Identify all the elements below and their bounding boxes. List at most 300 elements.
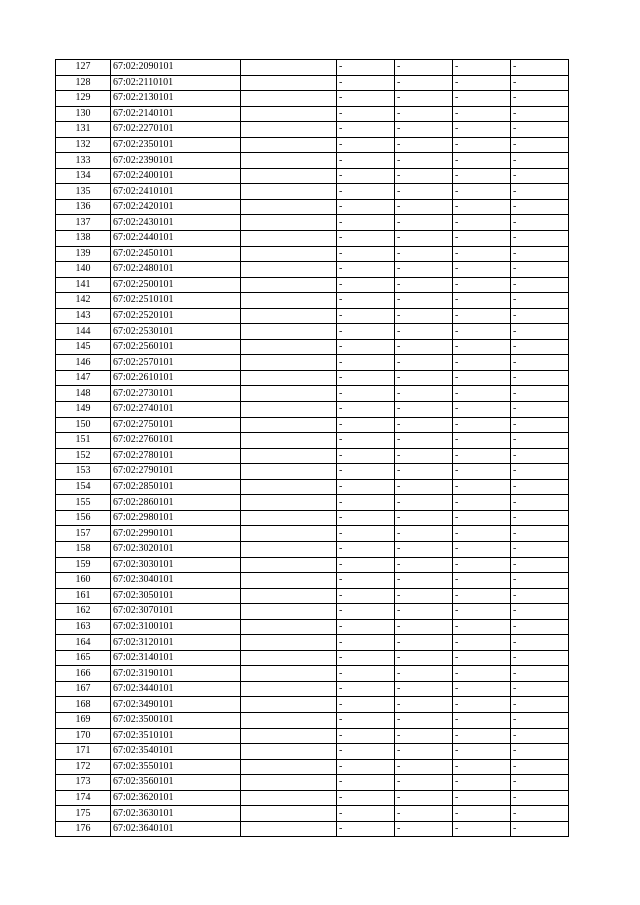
dash-cell: - (337, 650, 395, 666)
row-number-cell: 127 (56, 60, 111, 76)
dash-cell: - (453, 262, 511, 278)
dash-cell: - (337, 635, 395, 651)
empty-cell (241, 199, 337, 215)
row-number-cell: 175 (56, 806, 111, 822)
dash-cell: - (453, 495, 511, 511)
dash-cell: - (395, 510, 453, 526)
table-row (56, 479, 569, 495)
dash-cell: - (337, 790, 395, 806)
table-row (56, 619, 569, 635)
dash-cell: - (453, 184, 511, 200)
dash-cell: - (511, 495, 569, 511)
dash-cell: - (511, 433, 569, 449)
dash-cell: - (395, 541, 453, 557)
cadastral-code-cell: 67:02:3030101 (111, 557, 241, 573)
dash-cell: - (453, 308, 511, 324)
table-row (56, 60, 569, 76)
dash-cell: - (395, 402, 453, 418)
table-row (56, 417, 569, 433)
dash-cell: - (395, 277, 453, 293)
dash-cell: - (395, 573, 453, 589)
dash-cell: - (337, 75, 395, 91)
dash-cell: - (395, 619, 453, 635)
table-row (56, 293, 569, 309)
dash-cell: - (453, 246, 511, 262)
row-number-cell: 166 (56, 666, 111, 682)
empty-cell (241, 308, 337, 324)
dash-cell: - (511, 122, 569, 138)
dash-cell: - (511, 728, 569, 744)
empty-cell (241, 479, 337, 495)
row-number-cell: 132 (56, 137, 111, 153)
dash-cell: - (453, 510, 511, 526)
dash-cell: - (337, 402, 395, 418)
dash-cell: - (337, 262, 395, 278)
dash-cell: - (453, 60, 511, 76)
table-row (56, 215, 569, 231)
dash-cell: - (511, 541, 569, 557)
dash-cell: - (453, 168, 511, 184)
dash-cell: - (337, 339, 395, 355)
empty-cell (241, 744, 337, 760)
empty-cell (241, 339, 337, 355)
dash-cell: - (395, 355, 453, 371)
dash-cell: - (511, 526, 569, 542)
table-row (56, 495, 569, 511)
dash-cell: - (337, 604, 395, 620)
cadastral-code-cell: 67:02:3500101 (111, 712, 241, 728)
cadastral-code-cell: 67:02:2450101 (111, 246, 241, 262)
row-number-cell: 133 (56, 153, 111, 169)
row-number-cell: 156 (56, 510, 111, 526)
cadastral-code-cell: 67:02:2860101 (111, 495, 241, 511)
empty-cell (241, 417, 337, 433)
table-row (56, 681, 569, 697)
row-number-cell: 144 (56, 324, 111, 340)
table-row (56, 75, 569, 91)
row-number-cell: 143 (56, 308, 111, 324)
row-number-cell: 138 (56, 231, 111, 247)
row-number-cell: 136 (56, 199, 111, 215)
cadastral-code-cell: 67:02:2430101 (111, 215, 241, 231)
table-row (56, 806, 569, 822)
cadastral-code-cell: 67:02:2730101 (111, 386, 241, 402)
cadastral-code-cell: 67:02:3630101 (111, 806, 241, 822)
cadastral-code-cell: 67:02:2130101 (111, 91, 241, 107)
dash-cell: - (511, 246, 569, 262)
dash-cell: - (395, 153, 453, 169)
dash-cell: - (511, 277, 569, 293)
empty-cell (241, 759, 337, 775)
empty-cell (241, 448, 337, 464)
dash-cell: - (395, 231, 453, 247)
empty-cell (241, 526, 337, 542)
dash-cell: - (511, 168, 569, 184)
dash-cell: - (337, 479, 395, 495)
table-row (56, 262, 569, 278)
table-row (56, 697, 569, 713)
table-row (56, 588, 569, 604)
dash-cell: - (337, 806, 395, 822)
dash-cell: - (395, 526, 453, 542)
row-number-cell: 168 (56, 697, 111, 713)
empty-cell (241, 106, 337, 122)
dash-cell: - (395, 215, 453, 231)
empty-cell (241, 604, 337, 620)
dash-cell: - (453, 402, 511, 418)
row-number-cell: 139 (56, 246, 111, 262)
row-number-cell: 165 (56, 650, 111, 666)
dash-cell: - (337, 775, 395, 791)
dash-cell: - (395, 91, 453, 107)
dash-cell: - (395, 75, 453, 91)
empty-cell (241, 122, 337, 138)
dash-cell: - (511, 604, 569, 620)
dash-cell: - (453, 339, 511, 355)
dash-cell: - (337, 526, 395, 542)
cadastral-code-cell: 67:02:2760101 (111, 433, 241, 449)
dash-cell: - (511, 386, 569, 402)
dash-cell: - (337, 433, 395, 449)
dash-cell: - (395, 604, 453, 620)
dash-cell: - (511, 417, 569, 433)
dash-cell: - (395, 184, 453, 200)
row-number-cell: 174 (56, 790, 111, 806)
table-row (56, 402, 569, 418)
dash-cell: - (395, 666, 453, 682)
empty-cell (241, 231, 337, 247)
dash-cell: - (453, 464, 511, 480)
table-row (56, 650, 569, 666)
cadastral-code-cell: 67:02:2850101 (111, 479, 241, 495)
table-body (56, 60, 569, 837)
table-row (56, 744, 569, 760)
dash-cell: - (395, 308, 453, 324)
row-number-cell: 163 (56, 619, 111, 635)
row-number-cell: 131 (56, 122, 111, 138)
table-row (56, 635, 569, 651)
dash-cell: - (337, 215, 395, 231)
dash-cell: - (511, 355, 569, 371)
dash-cell: - (337, 744, 395, 760)
dash-cell: - (337, 619, 395, 635)
cadastral-code-cell: 67:02:3560101 (111, 775, 241, 791)
cadastral-code-cell: 67:02:3040101 (111, 573, 241, 589)
table-row (56, 666, 569, 682)
empty-cell (241, 215, 337, 231)
dash-cell: - (453, 588, 511, 604)
row-number-cell: 141 (56, 277, 111, 293)
table-row (56, 324, 569, 340)
cadastral-code-cell: 67:02:3020101 (111, 541, 241, 557)
dash-cell: - (453, 650, 511, 666)
table-row (56, 728, 569, 744)
cadastral-code-cell: 67:02:3440101 (111, 681, 241, 697)
cadastral-code-cell: 67:02:2420101 (111, 199, 241, 215)
dash-cell: - (511, 635, 569, 651)
dash-cell: - (453, 479, 511, 495)
dash-cell: - (337, 91, 395, 107)
row-number-cell: 158 (56, 541, 111, 557)
row-number-cell: 137 (56, 215, 111, 231)
dash-cell: - (511, 759, 569, 775)
empty-cell (241, 650, 337, 666)
table-row (56, 122, 569, 138)
dash-cell: - (337, 370, 395, 386)
table-row (56, 137, 569, 153)
cadastral-code-cell: 67:02:2530101 (111, 324, 241, 340)
dash-cell: - (395, 262, 453, 278)
dash-cell: - (511, 448, 569, 464)
row-number-cell: 149 (56, 402, 111, 418)
dash-cell: - (453, 697, 511, 713)
dash-cell: - (453, 106, 511, 122)
empty-cell (241, 681, 337, 697)
dash-cell: - (337, 106, 395, 122)
empty-cell (241, 355, 337, 371)
dash-cell: - (453, 821, 511, 837)
empty-cell (241, 588, 337, 604)
dash-cell: - (395, 588, 453, 604)
empty-cell (241, 293, 337, 309)
cadastral-code-cell: 67:02:3050101 (111, 588, 241, 604)
cadastral-code-cell: 67:02:2090101 (111, 60, 241, 76)
row-number-cell: 171 (56, 744, 111, 760)
cadastral-code-cell: 67:02:2110101 (111, 75, 241, 91)
cadastral-code-cell: 67:02:2270101 (111, 122, 241, 138)
dash-cell: - (511, 339, 569, 355)
dash-cell: - (395, 199, 453, 215)
dash-cell: - (337, 728, 395, 744)
row-number-cell: 148 (56, 386, 111, 402)
cadastral-code-cell: 67:02:2440101 (111, 231, 241, 247)
row-number-cell: 128 (56, 75, 111, 91)
dash-cell: - (395, 448, 453, 464)
dash-cell: - (395, 744, 453, 760)
dash-cell: - (511, 697, 569, 713)
table-row (56, 433, 569, 449)
table-row (56, 184, 569, 200)
dash-cell: - (453, 806, 511, 822)
dash-cell: - (453, 775, 511, 791)
dash-cell: - (395, 168, 453, 184)
cadastral-code-cell: 67:02:3490101 (111, 697, 241, 713)
cadastral-code-cell: 67:02:2140101 (111, 106, 241, 122)
dash-cell: - (395, 137, 453, 153)
table-row (56, 712, 569, 728)
dash-cell: - (453, 137, 511, 153)
dash-cell: - (511, 324, 569, 340)
cadastral-code-cell: 67:02:2980101 (111, 510, 241, 526)
dash-cell: - (453, 744, 511, 760)
dash-cell: - (453, 666, 511, 682)
cadastral-code-cell: 67:02:3510101 (111, 728, 241, 744)
dash-cell: - (453, 526, 511, 542)
dash-cell: - (511, 215, 569, 231)
dash-cell: - (337, 168, 395, 184)
cadastral-code-cell: 67:02:2500101 (111, 277, 241, 293)
dash-cell: - (511, 60, 569, 76)
empty-cell (241, 666, 337, 682)
dash-cell: - (511, 308, 569, 324)
dash-cell: - (395, 386, 453, 402)
dash-cell: - (453, 324, 511, 340)
row-number-cell: 154 (56, 479, 111, 495)
cadastral-code-cell: 67:02:2350101 (111, 137, 241, 153)
dash-cell: - (453, 604, 511, 620)
dash-cell: - (453, 277, 511, 293)
dash-cell: - (395, 557, 453, 573)
dash-cell: - (337, 821, 395, 837)
table-row (56, 231, 569, 247)
dash-cell: - (395, 293, 453, 309)
dash-cell: - (453, 153, 511, 169)
cadastral-code-cell: 67:02:3190101 (111, 666, 241, 682)
dash-cell: - (511, 199, 569, 215)
dash-cell: - (511, 712, 569, 728)
dash-cell: - (511, 106, 569, 122)
cadastral-code-cell: 67:02:3540101 (111, 744, 241, 760)
row-number-cell: 162 (56, 604, 111, 620)
row-number-cell: 167 (56, 681, 111, 697)
empty-cell (241, 277, 337, 293)
row-number-cell: 135 (56, 184, 111, 200)
dash-cell: - (395, 650, 453, 666)
dash-cell: - (395, 635, 453, 651)
dash-cell: - (511, 464, 569, 480)
cadastral-code-cell: 67:02:2510101 (111, 293, 241, 309)
dash-cell: - (395, 712, 453, 728)
row-number-cell: 164 (56, 635, 111, 651)
cadastral-code-cell: 67:02:2400101 (111, 168, 241, 184)
table-row (56, 91, 569, 107)
dash-cell: - (337, 153, 395, 169)
empty-cell (241, 510, 337, 526)
cadastral-code-cell: 67:02:2990101 (111, 526, 241, 542)
row-number-cell: 150 (56, 417, 111, 433)
empty-cell (241, 557, 337, 573)
dash-cell: - (511, 137, 569, 153)
dash-cell: - (453, 215, 511, 231)
dash-cell: - (337, 122, 395, 138)
cadastral-code-cell: 67:02:2480101 (111, 262, 241, 278)
table-row (56, 541, 569, 557)
dash-cell: - (511, 153, 569, 169)
dash-cell: - (337, 293, 395, 309)
row-number-cell: 161 (56, 588, 111, 604)
dash-cell: - (511, 650, 569, 666)
row-number-cell: 157 (56, 526, 111, 542)
table-row (56, 526, 569, 542)
dash-cell: - (511, 573, 569, 589)
table-row (56, 339, 569, 355)
dash-cell: - (453, 712, 511, 728)
dash-cell: - (453, 557, 511, 573)
table-row (56, 573, 569, 589)
dash-cell: - (453, 91, 511, 107)
empty-cell (241, 324, 337, 340)
empty-cell (241, 370, 337, 386)
table-row (56, 557, 569, 573)
dash-cell: - (337, 759, 395, 775)
cadastral-code-cell: 67:02:3640101 (111, 821, 241, 837)
dash-cell: - (395, 246, 453, 262)
empty-cell (241, 386, 337, 402)
table-row (56, 448, 569, 464)
cadastral-code-cell: 67:02:2610101 (111, 370, 241, 386)
row-number-cell: 151 (56, 433, 111, 449)
empty-cell (241, 775, 337, 791)
dash-cell: - (337, 246, 395, 262)
dash-cell: - (337, 448, 395, 464)
dash-cell: - (511, 806, 569, 822)
dash-cell: - (511, 262, 569, 278)
dash-cell: - (453, 231, 511, 247)
dash-cell: - (453, 759, 511, 775)
dash-cell: - (337, 231, 395, 247)
table-row (56, 168, 569, 184)
table-row (56, 277, 569, 293)
empty-cell (241, 75, 337, 91)
dash-cell: - (395, 60, 453, 76)
table-row (56, 821, 569, 837)
cadastral-code-cell: 67:02:2740101 (111, 402, 241, 418)
cadastral-code-cell: 67:02:3140101 (111, 650, 241, 666)
dash-cell: - (337, 277, 395, 293)
dash-cell: - (337, 60, 395, 76)
empty-cell (241, 402, 337, 418)
dash-cell: - (453, 541, 511, 557)
empty-cell (241, 619, 337, 635)
dash-cell: - (395, 495, 453, 511)
dash-cell: - (453, 293, 511, 309)
row-number-cell: 140 (56, 262, 111, 278)
dash-cell: - (511, 510, 569, 526)
dash-cell: - (511, 744, 569, 760)
table-row (56, 246, 569, 262)
row-number-cell: 142 (56, 293, 111, 309)
empty-cell (241, 153, 337, 169)
dash-cell: - (395, 370, 453, 386)
cadastral-code-cell: 67:02:2780101 (111, 448, 241, 464)
dash-cell: - (511, 479, 569, 495)
dash-cell: - (453, 681, 511, 697)
row-number-cell: 134 (56, 168, 111, 184)
dash-cell: - (337, 573, 395, 589)
table-row (56, 386, 569, 402)
dash-cell: - (395, 790, 453, 806)
dash-cell: - (453, 199, 511, 215)
row-number-cell: 153 (56, 464, 111, 480)
cadastral-code-cell: 67:02:3100101 (111, 619, 241, 635)
empty-cell (241, 728, 337, 744)
empty-cell (241, 573, 337, 589)
row-number-cell: 159 (56, 557, 111, 573)
row-number-cell: 176 (56, 821, 111, 837)
empty-cell (241, 262, 337, 278)
empty-cell (241, 697, 337, 713)
empty-cell (241, 541, 337, 557)
table-row (56, 775, 569, 791)
dash-cell: - (511, 619, 569, 635)
cadastral-code-cell: 67:02:2520101 (111, 308, 241, 324)
cadastral-code-cell: 67:02:2750101 (111, 417, 241, 433)
dash-cell: - (511, 370, 569, 386)
empty-cell (241, 464, 337, 480)
dash-cell: - (453, 573, 511, 589)
empty-cell (241, 821, 337, 837)
table-row (56, 370, 569, 386)
